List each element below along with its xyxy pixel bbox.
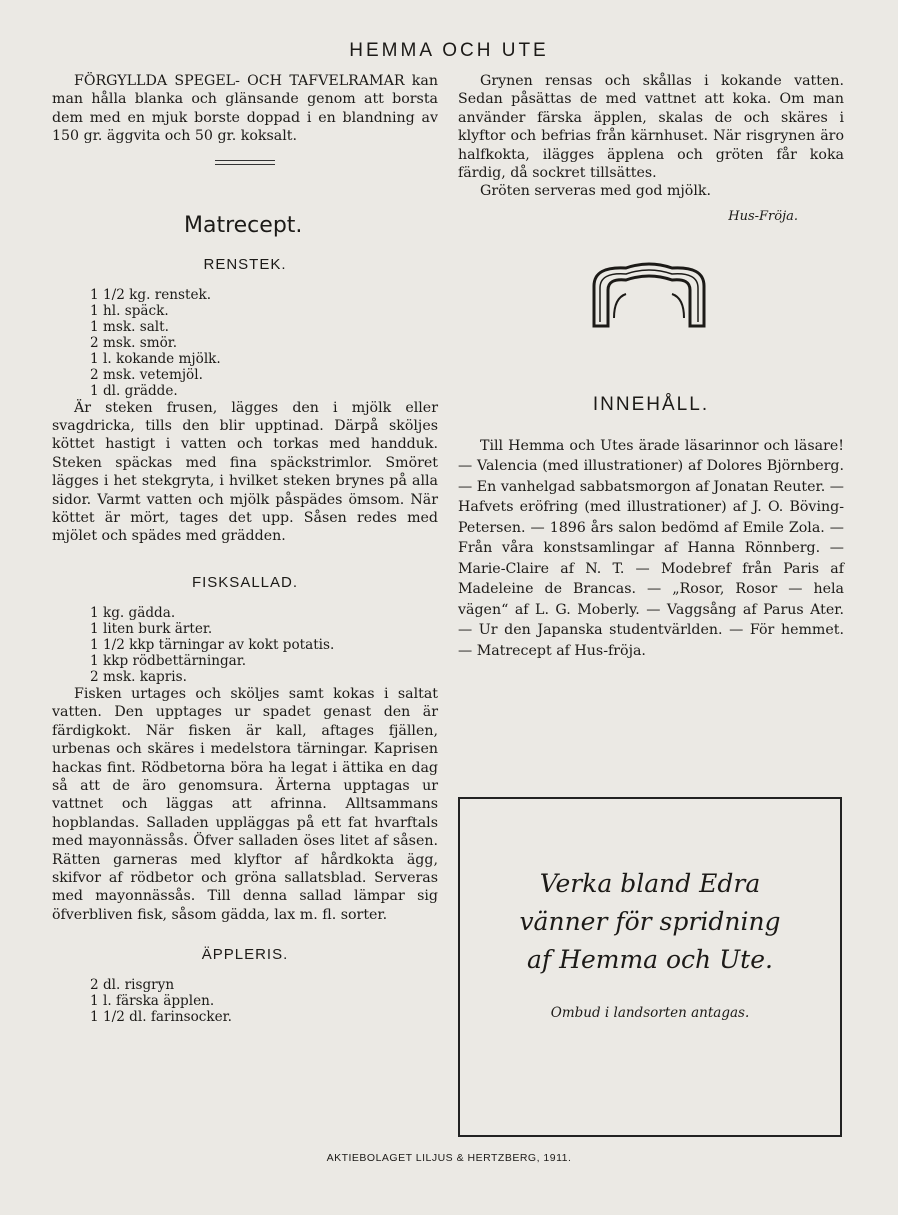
- ingredient: 1 kkp rödbettärningar.: [90, 652, 247, 669]
- ingredient: 2 msk. kapris.: [90, 668, 187, 685]
- ingredient: 1 l. kokande mjölk.: [90, 350, 221, 367]
- ingredient: 1 1/2 kg. renstek.: [90, 286, 212, 303]
- promo-line: Verka bland Edra: [539, 869, 761, 898]
- left-column: [52, 72, 438, 1025]
- section-divider: [215, 160, 275, 165]
- running-title: HEMMA OCH UTE: [349, 40, 549, 61]
- ingredient: 1 1/2 dl. farinsocker.: [90, 1009, 232, 1026]
- ingredient: 1 hl. späck.: [90, 302, 169, 319]
- ingredient: 1 dl. grädde.: [90, 382, 178, 399]
- ingredient: 2 msk. vetemjöl.: [90, 366, 203, 383]
- ingredient: 1 kg. gädda.: [90, 604, 176, 621]
- frame-cleaning-tip: FÖRGYLLDA SPEGEL- OCH TAFVELRAMAR kan man hålla blanka och glänsande genom att borsta dem med en mjuk borste doppad i en blandning av 150 gr. äggvita och 50 gr. koksalt.: [52, 73, 438, 145]
- ingredient: 1 l. färska äpplen.: [90, 993, 215, 1010]
- appleris-heading: ÄPPLERIS.: [201, 946, 289, 964]
- author-signature: Hus-Fröja.: [728, 208, 798, 224]
- ingredient: 2 msk. smör.: [90, 334, 178, 351]
- right-column: [458, 72, 844, 661]
- appleris-method: Grynen rensas och skållas i kokande vatten. Sedan påsättas de med vattnet att koka. Om man använder färska äpplen, skalas de och skäres i klyftor och befrias från kärnhuset. När risgrynen äro halfkokta, ilägges äpplena och gröten får koka färdig, då sockret tillsättes.: [458, 73, 844, 182]
- renstek-method: Är steken frusen, lägges den i mjölk eller svagdricka, tills den blir upptinad. Därpå sköljes köttet hastigt i vatten och torkas med handduk. Steken späckas med fina späckstrimlor. Smöret lägges i het stekgryta, i hvilket steken brynes på alla sidor. Varmt vatten och mjölk påspädes ömsom. När köttet är mört, tages det upp. Såsen redes med mjölet och spädes med grädden.: [52, 399, 438, 545]
- recipes-heading: Matrecept.: [184, 212, 303, 238]
- appleris-serving: Gröten serveras med god mjölk.: [480, 183, 711, 200]
- promo-footer: Ombud i landsorten antagas.: [550, 1005, 750, 1021]
- contents-heading: INNEHÅLL.: [592, 393, 710, 415]
- promo-box: [458, 797, 842, 1137]
- printer-imprint: AKTIEBOLAGET LILJUS & HERTZBERG, 1911.: [326, 1152, 572, 1164]
- renstek-ingredients: [52, 287, 438, 399]
- ingredient: 2 dl. risgryn: [90, 977, 175, 994]
- ornament-icon: [586, 258, 712, 330]
- ingredient: 1 liten burk ärter.: [90, 620, 213, 637]
- contents-list: Till Hemma och Utes ärade läsarinnor och läsare! — Valencia (med illustrationer) af Dolores Björnberg. — En vanhelgad sabbatsmorgon af Jonatan Reuter. — Hafvets eröfring (med illustrationer) af J. O. Böving-Petersen. — 1896 års salon bedömd af Emile Zola. — Från våra konstsamlingar af Hanna Rönnberg. — Marie-Claire af N. T. — Modebref från Paris af Madeleine de Brancas. — „Rosor, Rosor — hela vägen“ af L. G. Moberly. — Vaggsång af Parus Ater. — Ur den Japanska studentvärlden. — För hemmet. — Matrecept af Hus-fröja.: [458, 437, 844, 659]
- ingredient: 1 msk. salt.: [90, 318, 169, 335]
- renstek-heading: RENSTEK.: [203, 255, 287, 273]
- fisksallad-ingredients: [52, 605, 438, 685]
- promo-line: af Hemma och Ute.: [527, 945, 773, 974]
- promo-line: vänner för spridning: [519, 907, 781, 936]
- ingredient: 1 1/2 kkp tärningar av kokt potatis.: [90, 636, 335, 653]
- fisksallad-heading: FISKSALLAD.: [191, 573, 299, 591]
- appleris-ingredients: [52, 977, 438, 1025]
- fisksallad-method: Fisken urtages och sköljes samt kokas i saltat vatten. Den upptages ur spadet genast den är färdigkokt. När fisken är kall, aftages fjällen, urbenas och skäres i medelstora tärningar. Kaprisen hackas fint. Rödbetorna böra ha legat i ättika en dag så att de äro genomsura. Ärterna upptagas ur vattnet och läggas att afrinna. Alltsammans hopblandas. Salladen uppläggas på ett fat hvarftals med mayonnässås. Öfver salladen öses litet af såsen. Rätten garneras med klyftor af hårdkokta ägg, skifvor af rödbetor och gröna sallatsblad. Serveras med mayonnässås. Till denna sallad lämpar sig öfverbliven fisk, såsom gädda, lax m. fl. sorter.: [52, 685, 438, 923]
